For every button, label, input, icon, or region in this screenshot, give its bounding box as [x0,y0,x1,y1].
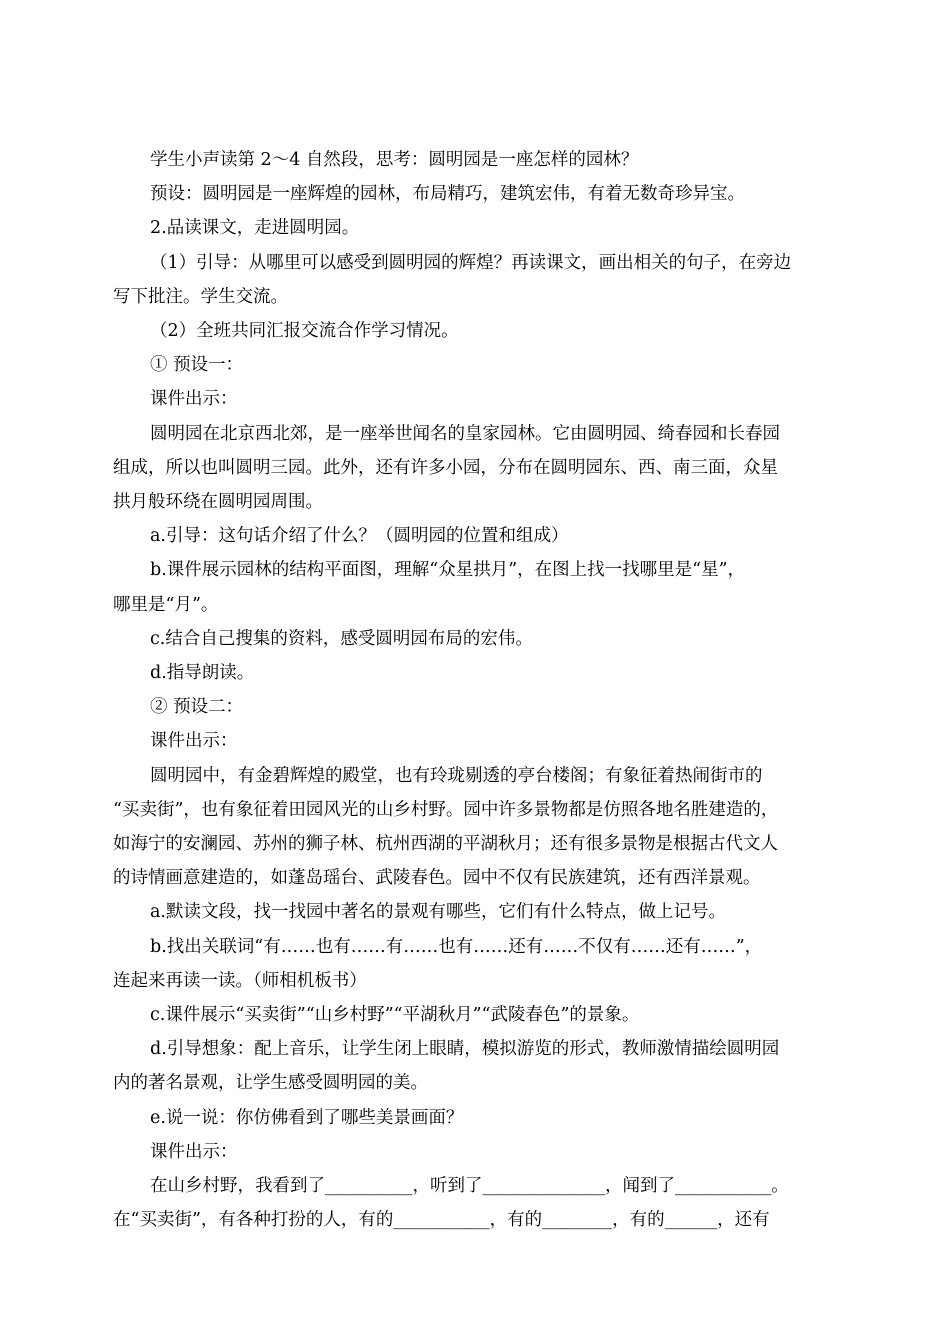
text-line: b.课件展示园林的结构平面图，理解“众星拱月”，在图上找一找哪里是“星”， [150,560,746,580]
text-line: 如海宁的安澜园、苏州的狮子林、杭州西湖的平湖秋月；还有很多景物是根据古代文人 [113,834,778,854]
text-line: （1）引导：从哪里可以感受到圆明园的辉煌？再读课文，画出相关的句子，在旁边 [150,253,792,273]
fill-in-line: 在“买卖街”，有各种打扮的人，有的___________，有的________，有的______，还有 [113,1210,770,1230]
text-line: 圆明园在北京西北郊，是一座举世闻名的皇家园林。它由圆明园、绮春园和长春园 [150,424,780,444]
text-line: “买卖街”，也有象征着田园风光的山乡村野。园中许多景物都是仿照各地名胜建造的， [113,800,779,820]
text-line: 拱月般环绕在圆明园周围。 [113,492,323,512]
text-line: 课件出示： [150,1142,238,1162]
text-line: d.引导想象：配上音乐，让学生闭上眼睛，模拟游览的形式，教师激情描绘圆明园 [150,1039,780,1059]
text-line: 预设：圆明园是一座辉煌的园林，布局精巧，建筑宏伟，有着无数奇珍异宝。 [150,184,745,204]
text-line: ② 预设二： [150,697,244,717]
text-line: 圆明园中，有金碧辉煌的殿堂，也有玲珑剔透的亭台楼阁；有象征着热闹街市的 [150,766,763,786]
text-line: 组成，所以也叫圆明三园。此外，还有许多小园，分布在圆明园东、西、南三面，众星 [113,458,778,478]
text-line: 学生小声读第 2～4 自然段，思考：圆明园是一座怎样的园林？ [150,150,639,170]
section-heading: 2.品读课文，走进圆明园。 [150,218,360,238]
text-line: a.默读文段，找一找园中著名的景观有哪些，它们有什么特点，做上记号。 [150,902,726,922]
text-line: 写下批注。学生交流。 [113,287,288,307]
text-line: 哪里是“月”。 [113,595,219,615]
text-line: d.指导朗读。 [150,663,255,683]
text-line: （2）全班共同汇报交流合作学习情况。 [150,321,459,341]
text-line: b.找出关联词“有……也有……有……也有……还有……不仅有……还有……”， [150,937,763,957]
text-line: a.引导：这句话介绍了什么？（圆明园的位置和组成） [150,526,569,546]
text-line: 课件出示： [150,389,238,409]
text-line: 的诗情画意建造的，如蓬岛瑶台、武陵春色。园中不仅有民族建筑，还有西洋景观。 [113,868,761,888]
text-line: c.结合自己搜集的资料，感受圆明园布局的宏伟。 [150,629,533,649]
text-line: ① 预设一： [150,355,244,375]
text-line: e.说一说：你仿佛看到了哪些美景画面？ [150,1108,464,1128]
text-line: 连起来再读一读。（师相机板书） [113,971,367,991]
text-line: c.课件展示“买卖街”“山乡村野”“平湖秋月”“武陵春色”的景象。 [150,1005,640,1025]
fill-in-line: 在山乡村野，我看到了__________，听到了______________，闻到了___________。 [150,1176,789,1196]
text-line: 内的著名景观，让学生感受圆明园的美。 [113,1073,428,1093]
text-line: 课件出示： [150,731,238,751]
